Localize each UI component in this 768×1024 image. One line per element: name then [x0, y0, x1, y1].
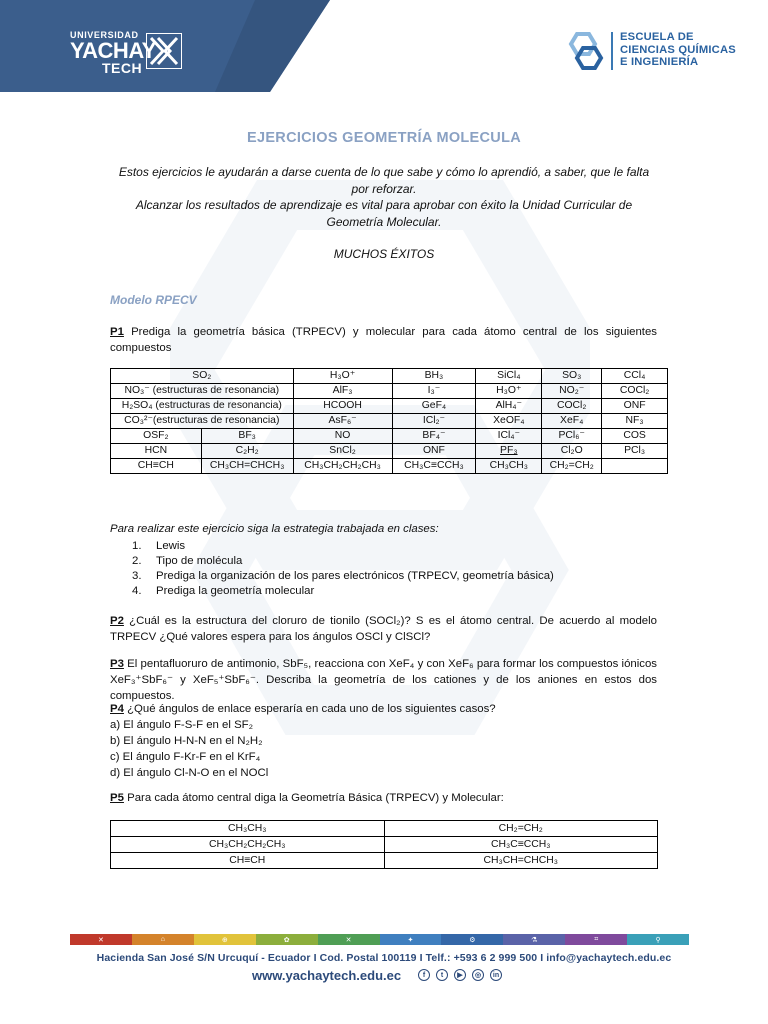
- table-cell: NO₂⁻: [542, 384, 602, 399]
- footer-bar-segment-icon: ⚙: [441, 934, 503, 945]
- table-cell: H₃O⁺: [476, 384, 542, 399]
- list-item: [132, 554, 554, 569]
- table-cell: CH₃CH₃: [476, 459, 542, 474]
- footer-bar-segment-icon: ⌂: [132, 934, 194, 945]
- table-cell: GeF₄: [392, 399, 476, 414]
- table-row: [111, 459, 668, 474]
- question-p5: [110, 790, 657, 806]
- table-cell: HCN: [111, 444, 202, 459]
- table-cell: PF₃: [476, 444, 542, 459]
- table-cell: CH₃C≡CCH₃: [392, 459, 476, 474]
- footer-bar-segment-icon: ⌗: [565, 934, 627, 945]
- table-cell: [602, 459, 668, 474]
- list-number: 2.: [132, 555, 142, 567]
- table-cell: AsF₆⁻: [293, 414, 392, 429]
- table-cell: COCl₂: [602, 384, 668, 399]
- table-cell: CH₃CH₂CH₂CH₃: [293, 459, 392, 474]
- table-cell: COCl₂: [542, 399, 602, 414]
- table-row: [111, 384, 668, 399]
- table-row: [111, 399, 668, 414]
- table-row: [111, 444, 668, 459]
- table-cell: Cl₂O: [542, 444, 602, 459]
- p4-item-c: c) El ángulo F-Kr-F en el KrF₄: [110, 751, 261, 763]
- p5-table: [110, 820, 658, 869]
- social-icons: [418, 969, 502, 981]
- table-cell: NO: [293, 429, 392, 444]
- university-line1: UNIVERSIDAD: [70, 30, 139, 40]
- table-cell: PCl₃: [602, 444, 668, 459]
- footer-bar-segment-icon: ✿: [256, 934, 318, 945]
- p1-label: P1: [110, 326, 124, 338]
- table-row: [111, 369, 668, 384]
- table-cell: ONF: [602, 399, 668, 414]
- list-number: 1.: [132, 540, 142, 552]
- instagram-icon[interactable]: ◎: [472, 969, 484, 981]
- list-text: Lewis: [156, 540, 186, 552]
- page-title: EJERCICIOS GEOMETRÍA MOLECULA: [246, 130, 521, 146]
- table-cell: CH≡CH: [111, 459, 202, 474]
- p5-label: P5: [110, 792, 124, 804]
- footer-address: Hacienda San José S/N Urcuquí - Ecuador I Cod. Postal 100119 I Telf.: +593 6 2 999 500 I info@yachaytech.edu.ec: [96, 952, 672, 964]
- question-p3: [110, 656, 657, 704]
- p1-text: Prediga la geometría básica (TRPECV) y molecular para cada átomo central de los siguientes compuestos: [110, 326, 657, 354]
- table-cell: ONF: [392, 444, 476, 459]
- p2-text: ¿Cuál es la estructura del cloruro de tionilo (SOCl₂)? S es el átomo central. De acuerdo al modelo TRPECV ¿Qué valores espera para los ángulos OSCl y ClSCl?: [110, 615, 657, 643]
- table-cell: CCl₄: [602, 369, 668, 384]
- table-cell: CH₃CH₂CH₂CH₃: [111, 837, 385, 853]
- youtube-icon[interactable]: ▶: [454, 969, 466, 981]
- intro-line2: Alcanzar los resultados de aprendizaje es vital para aprobar con éxito la Unidad Curricular de Geometría Molecular.: [135, 198, 633, 229]
- p4-item-b: b) El ángulo H-N-N en el N₂H₂: [110, 735, 263, 747]
- list-text: Prediga la geometría molecular: [156, 585, 315, 597]
- list-number: 4.: [132, 585, 142, 597]
- school-name[interactable]: [620, 31, 736, 69]
- school-divider: [611, 32, 613, 70]
- table-cell: BH₃: [392, 369, 476, 384]
- question-p2: [110, 613, 657, 645]
- school-line3: E INGENIERÍA: [620, 56, 699, 69]
- list-item: [132, 539, 554, 554]
- table-cell: C₂H₂: [201, 444, 293, 459]
- table-cell: CH₃CH=CHCH₃: [201, 459, 293, 474]
- table-cell: XeF₄: [542, 414, 602, 429]
- list-item: [132, 569, 554, 584]
- table-cell: XeOF₄: [476, 414, 542, 429]
- intro-line1: Estos ejercicios le ayudarán a darse cuenta de lo que sabe y cómo lo aprendió, a saber, que le falta por reforzar.: [118, 165, 650, 196]
- list-text: Prediga la organización de los pares electrónicos (TRPECV, geometría básica): [156, 570, 554, 582]
- twitter-icon[interactable]: t: [436, 969, 448, 981]
- table-cell: SO₂: [111, 369, 294, 384]
- table-cell: BF₄⁻: [392, 429, 476, 444]
- hexagon-molecule-icon: [564, 30, 608, 77]
- school-line2: CIENCIAS QUÍMICAS: [620, 43, 736, 56]
- table-cell: COS: [602, 429, 668, 444]
- school-line1: ESCUELA DE: [620, 31, 694, 43]
- table-cell: SnCl₂: [293, 444, 392, 459]
- p4-item-a: a) El ángulo F-S-F en el SF₂: [110, 719, 254, 731]
- strategy-list: [132, 539, 554, 599]
- footer-bar-segment-icon: ✦: [380, 934, 442, 945]
- footer-bar-segment-icon: ⊕: [194, 934, 256, 945]
- p5-text: Para cada átomo central diga la Geometría Básica (TRPECV) y Molecular:: [123, 792, 504, 804]
- facebook-icon[interactable]: f: [418, 969, 430, 981]
- p4-text: ¿Qué ángulos de enlace esperaría en cada uno de los siguientes casos?: [123, 703, 496, 715]
- section-title: Modelo RPECV: [110, 293, 197, 307]
- footer-website-link[interactable]: www.yachaytech.edu.ec: [252, 968, 402, 983]
- table-row: [111, 821, 658, 837]
- footer-bar-segment-icon: ✕: [70, 934, 132, 945]
- table-cell: CO₃²⁻(estructuras de resonancia): [111, 414, 294, 429]
- table-row: [111, 414, 668, 429]
- table-cell: AlH₄⁻: [476, 399, 542, 414]
- table-row: [111, 837, 658, 853]
- table-cell: ICl₂⁻: [392, 414, 476, 429]
- p2-label: P2: [110, 615, 124, 627]
- table-row: [111, 429, 668, 444]
- list-item: [132, 584, 554, 599]
- question-p1: [110, 324, 657, 356]
- footer-bar-segment-icon: ⚗: [503, 934, 565, 945]
- question-p4: [110, 701, 657, 781]
- yachay-mark-icon: [146, 33, 182, 72]
- table-cell: SiCl₄: [476, 369, 542, 384]
- list-number: 3.: [132, 570, 142, 582]
- p3-text: El pentafluoruro de antimonio, SbF₅, reacciona con XeF₄ y con XeF₆ para formar los compuestos iónicos XeF₃⁺SbF₆⁻ y XeF₅⁺SbF₆⁻. Describa la geometría de los cationes y de los aniones en estos dos compuestos.: [110, 658, 657, 702]
- table-cell: OSF₂: [111, 429, 202, 444]
- table-cell: CH₂=CH₂: [384, 821, 658, 837]
- compounds-table: [110, 368, 668, 474]
- table-cell: SO₃: [542, 369, 602, 384]
- table-cell: I₃⁻: [392, 384, 476, 399]
- table-cell: PCl₆⁻: [542, 429, 602, 444]
- strategy-intro: Para realizar este ejercicio siga la estrategia trabajada en clases:: [110, 523, 439, 535]
- table-cell: CH≡CH: [111, 853, 385, 869]
- table-row: [111, 853, 658, 869]
- p4-label: P4: [110, 703, 124, 715]
- table-cell: CH₃C≡CCH₃: [384, 837, 658, 853]
- linkedin-icon[interactable]: in: [490, 969, 502, 981]
- university-line3: TECH: [102, 60, 143, 76]
- table-cell: AlF₃: [293, 384, 392, 399]
- table-cell: H₃O⁺: [293, 369, 392, 384]
- table-cell: BF₃: [201, 429, 293, 444]
- intro-motto: MUCHOS ÉXITOS: [333, 247, 435, 261]
- table-cell: H₂SO₄ (estructuras de resonancia): [111, 399, 294, 414]
- table-cell: CH₃CH₃: [111, 821, 385, 837]
- university-logo[interactable]: [70, 30, 156, 75]
- footer-bar-segment-icon: ✕: [318, 934, 380, 945]
- university-line2: YACHAY: [70, 38, 156, 63]
- table-cell: NF₃: [602, 414, 668, 429]
- list-text: Tipo de molécula: [156, 555, 243, 567]
- table-cell: CH₃CH=CHCH₃: [384, 853, 658, 869]
- footer-bar-segment-icon: ⚲: [627, 934, 689, 945]
- p3-label: P3: [110, 658, 124, 670]
- footer-color-bar: [70, 934, 689, 945]
- table-cell: HCOOH: [293, 399, 392, 414]
- p4-item-d: d) El ángulo Cl-N-O en el NOCl: [110, 767, 269, 779]
- table-cell: CH₂=CH₂: [542, 459, 602, 474]
- table-cell: ICl₄⁻: [476, 429, 542, 444]
- table-cell: NO₃⁻ (estructuras de resonancia): [111, 384, 294, 399]
